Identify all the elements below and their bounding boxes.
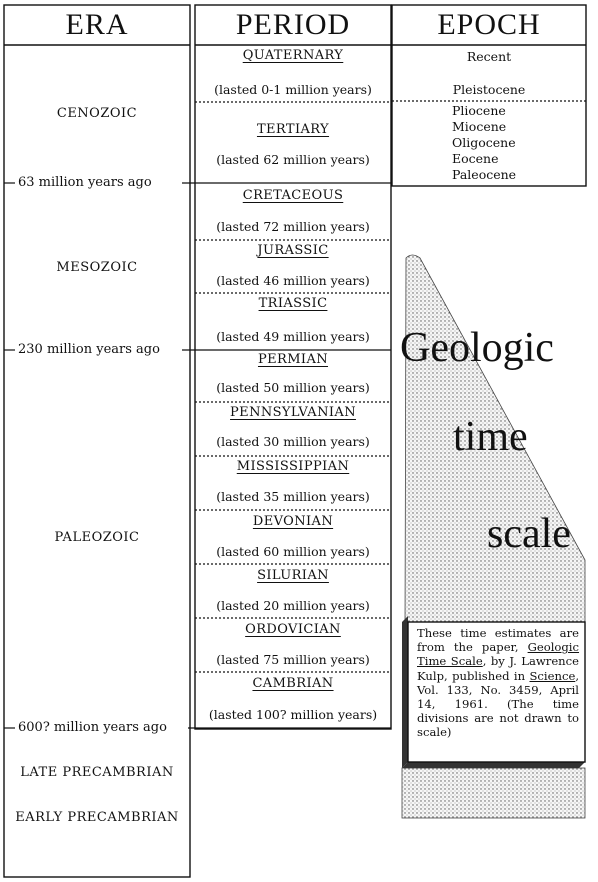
period-permian: PERMIAN xyxy=(257,352,329,367)
period-pennsylvanian-lasted: (lasted 30 million years) xyxy=(216,434,370,449)
period-pennsylvanian: PENNSYLVANIAN xyxy=(230,405,356,420)
period-ordovician: ORDOVICIAN xyxy=(245,622,341,637)
stippled-base xyxy=(402,768,585,818)
period-permian-lasted: (lasted 50 million years) xyxy=(216,380,370,395)
epoch-pliocene: Pliocene xyxy=(452,103,506,118)
era-early-precambrian: EARLY PRECAMBRIAN xyxy=(15,810,179,825)
period-triassic: TRIASSIC xyxy=(258,296,328,311)
boundary-230: 230 million years ago xyxy=(18,342,160,357)
period-mississippian-lasted: (lasted 35 million years) xyxy=(216,489,370,504)
boundary-600: 600? million years ago xyxy=(18,720,167,735)
period-silurian-lasted: (lasted 20 million years) xyxy=(216,598,370,613)
epoch-recent: Recent xyxy=(466,49,512,64)
header-period: PERIOD xyxy=(235,8,351,41)
period-tertiary-lasted: (lasted 62 million years) xyxy=(216,152,370,167)
period-quaternary: QUATERNARY xyxy=(242,48,344,63)
title-time: time xyxy=(453,414,528,460)
period-triassic-lasted: (lasted 49 million years) xyxy=(216,329,370,344)
header-epoch: EPOCH xyxy=(437,8,541,41)
epoch-eocene: Eocene xyxy=(452,151,499,166)
period-devonian: DEVONIAN xyxy=(252,514,334,529)
title-geologic: Geologic xyxy=(400,325,554,371)
title-scale: scale xyxy=(487,511,571,557)
period-jurassic: JURASSIC xyxy=(257,243,329,258)
note-part3: , Vol. 133, No. 3459, April 14, 1961. (The time divisions are not drawn to scale) xyxy=(417,668,579,740)
epoch-oligocene: Oligocene xyxy=(452,135,516,150)
note-journal: Science xyxy=(529,668,576,683)
source-note xyxy=(417,626,579,740)
period-cambrian-lasted: (lasted 100? million years) xyxy=(208,707,378,722)
boundary-63: 63 million years ago xyxy=(18,175,152,190)
period-jurassic-lasted: (lasted 46 million years) xyxy=(216,273,370,288)
period-cretaceous-lasted: (lasted 72 million years) xyxy=(216,219,370,234)
period-ordovician-lasted: (lasted 75 million years) xyxy=(216,652,370,667)
era-cenozoic: CENOZOIC xyxy=(56,106,138,121)
note-part2: , by J. Lawrence Kulp, published in xyxy=(417,654,579,683)
epoch-paleocene: Paleocene xyxy=(452,167,517,182)
note-part1: These time estimates are from the paper, xyxy=(417,626,579,655)
period-quaternary-lasted: (lasted 0-1 million years) xyxy=(214,82,372,97)
header-era: ERA xyxy=(65,8,129,41)
period-cretaceous: CRETACEOUS xyxy=(242,188,344,203)
period-devonian-lasted: (lasted 60 million years) xyxy=(216,544,370,559)
period-silurian: SILURIAN xyxy=(257,568,329,583)
period-mississippian: MISSISSIPPIAN xyxy=(236,459,350,474)
era-late-precambrian: LATE PRECAMBRIAN xyxy=(20,765,174,780)
era-mesozoic: MESOZOIC xyxy=(56,260,138,275)
period-cambrian: CAMBRIAN xyxy=(252,676,334,691)
period-tertiary: TERTIARY xyxy=(256,122,330,137)
era-paleozoic: PALEOZOIC xyxy=(54,530,140,545)
epoch-miocene: Miocene xyxy=(452,119,507,134)
epoch-pleistocene: Pleistocene xyxy=(452,82,526,97)
note-paper-title: Geologic Time Scale xyxy=(417,640,580,669)
